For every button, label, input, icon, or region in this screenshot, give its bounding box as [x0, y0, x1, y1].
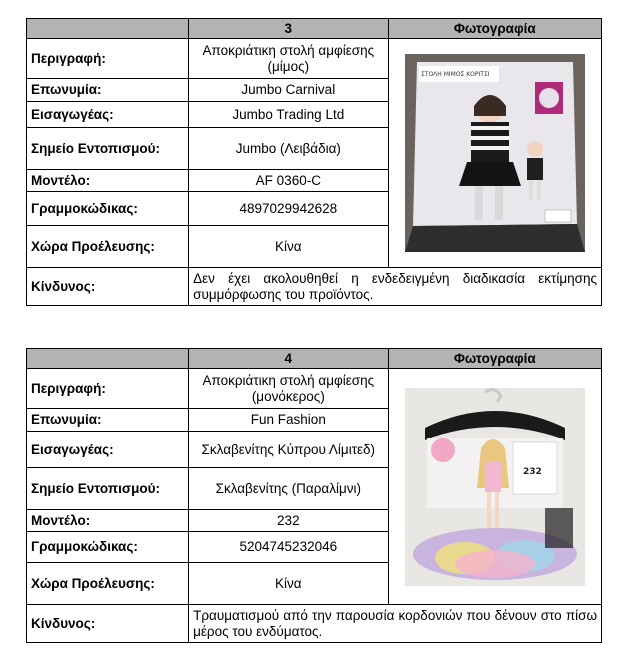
- package-label: ΣΤΟΛΗ ΜΙΜΟΣ ΚΟΡΙΤΣΙ: [420, 71, 490, 78]
- field-label: Περιγραφή:: [27, 369, 189, 409]
- field-value: Αποκριάτικη στολή αμφίεσης (μίμος): [189, 39, 388, 79]
- table-row: [27, 268, 602, 306]
- field-value: Σκλαβενίτης Κύπρου Λίμιτεδ): [189, 432, 388, 468]
- risk-value: Τραυματισμού από την παρουσία κορδονιών που δένουν στο πίσω μέρος του ενδύματος.: [189, 605, 602, 643]
- field-value: Jumbo Trading Ltd: [189, 102, 388, 128]
- product-number: 4: [189, 349, 388, 369]
- header-blank-cell: [27, 19, 189, 39]
- header-blank-cell: [27, 349, 189, 369]
- mime-costume-photo: [405, 54, 585, 252]
- field-value: Fun Fashion: [189, 409, 388, 432]
- field-label: Εισαγωγέας:: [27, 432, 189, 468]
- field-label: Σημείο Εντοπισμού:: [27, 468, 189, 510]
- field-value: AF 0360-C: [189, 170, 388, 192]
- table-row: [27, 605, 602, 643]
- field-label: Επωνυμία:: [27, 409, 189, 432]
- field-label: Γραμμοκώδικας:: [27, 532, 189, 563]
- field-value: Σκλαβενίτης (Παραλίμνι): [189, 468, 388, 510]
- table-header-row: [27, 349, 602, 369]
- product-number: 3: [189, 19, 388, 39]
- risk-label: Κίνδυνος:: [27, 268, 189, 306]
- unicorn-costume-photo: [405, 388, 585, 586]
- field-value: 232: [189, 510, 388, 532]
- field-label: Σημείο Εντοπισμού:: [27, 128, 189, 170]
- field-label: Χώρα Προέλευσης:: [27, 226, 189, 268]
- field-value: Κίνα: [189, 226, 388, 268]
- field-value: Κίνα: [189, 563, 388, 605]
- field-value: Jumbo Carnival: [189, 79, 388, 102]
- photo-cell: [388, 369, 602, 605]
- field-value: Αποκριάτικη στολή αμφίεσης (μονόκερος): [189, 369, 388, 409]
- field-label: Επωνυμία:: [27, 79, 189, 102]
- field-label: Εισαγωγέας:: [27, 102, 189, 128]
- photo-header: Φωτογραφία: [388, 349, 602, 369]
- field-label: Μοντέλο:: [27, 170, 189, 192]
- product-table-4: [26, 348, 602, 643]
- size-tag: 232: [522, 466, 542, 477]
- field-label: Μοντέλο:: [27, 510, 189, 532]
- field-label: Περιγραφή:: [27, 39, 189, 79]
- field-value: 5204745232046: [189, 532, 388, 563]
- field-label: Γραμμοκώδικας:: [27, 192, 189, 226]
- field-label: Χώρα Προέλευσης:: [27, 563, 189, 605]
- table-row: [27, 369, 602, 409]
- field-value: 4897029942628: [189, 192, 388, 226]
- risk-value: Δεν έχει ακολουθηθεί η ενδεδειγμένη διαδικασία εκτίμησης συμμόρφωσης του προϊόντος.: [189, 268, 602, 306]
- risk-label: Κίνδυνος:: [27, 605, 189, 643]
- field-value: Jumbo (Λειβάδια): [189, 128, 388, 170]
- table-row: [27, 39, 602, 79]
- photo-cell: [388, 39, 602, 268]
- photo-header: Φωτογραφία: [388, 19, 602, 39]
- product-table-3: [26, 18, 602, 306]
- table-header-row: [27, 19, 602, 39]
